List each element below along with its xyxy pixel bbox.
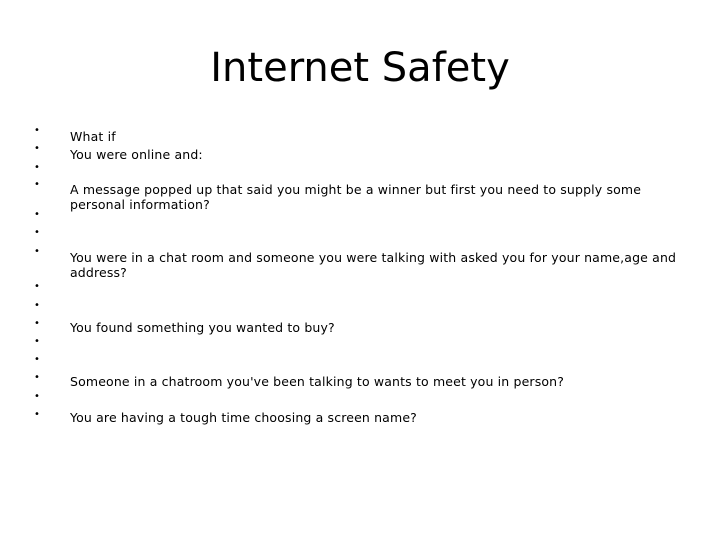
bullet-marker: • — [34, 143, 40, 154]
bullet-item-text: You were in a chat room and someone you were talking with asked you for your name,age and address? — [70, 250, 677, 280]
bullet-marker: • — [34, 125, 40, 136]
bullet-item-text: You found something you wanted to buy? — [70, 320, 335, 335]
bullet-item-text: Someone in a chatroom you've been talking to wants to meet you in person? — [70, 374, 565, 389]
bullet-marker: • — [34, 391, 40, 402]
bullet-marker: • — [34, 209, 40, 220]
bullet-marker: • — [34, 281, 40, 292]
bullet-marker: • — [34, 246, 40, 257]
bullet-marker: • — [34, 336, 40, 347]
bullet-marker: • — [34, 354, 40, 365]
bullet-marker: • — [34, 179, 40, 190]
bullet-marker: • — [34, 162, 40, 173]
bullet-marker: • — [34, 300, 40, 311]
bullet-item-text: You are having a tough time choosing a screen name? — [70, 410, 417, 425]
bullet-marker: • — [34, 318, 40, 329]
bullet-item-text: You were online and: — [70, 147, 203, 162]
bullet-marker: • — [34, 372, 40, 383]
bullet-item-text: What if — [70, 129, 116, 144]
bullet-item-text: A message popped up that said you might be a winner but first you need to supply some personal information? — [70, 182, 642, 212]
bullet-marker: • — [34, 227, 40, 238]
bullet-marker: • — [34, 409, 40, 420]
slide-title: Internet Safety — [210, 45, 510, 91]
